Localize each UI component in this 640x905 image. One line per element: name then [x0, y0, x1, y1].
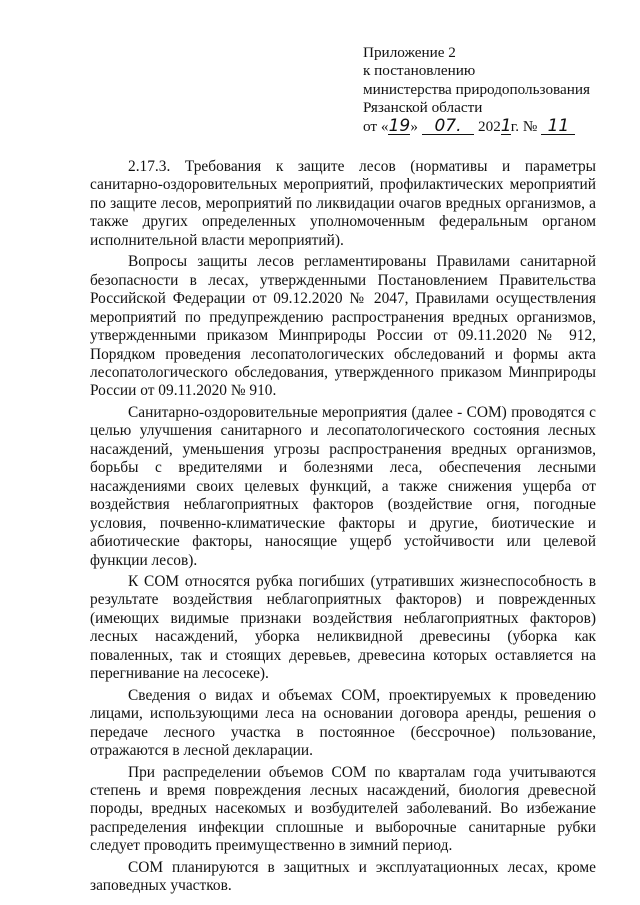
paragraph-som-types: К СОМ относятся рубка погибших (утративших жизнеспособность в результате воздействия неблагоприятных факторов) и поврежденных (имеющих видимые признаки воздействия неблагоприятных факторов) лесных насаждений, уборка неликвидной древесины (уборка как поваленных, так и стоящих деревьев, древесина которых оставляется на перегнивание на лесосеке). — [90, 572, 596, 683]
header-resolution: к постановлению — [363, 62, 476, 80]
document-number: 11 — [541, 118, 575, 135]
paragraph-som-purpose: Санитарно-оздоровительные мероприятия (далее - СОМ) проводятся с целью улучшения санитарного и лесопатологического состояния лесных насаждений, уменьшения угрозы распространения вредных организмов, борьбы с вредителями и болезнями леса, обеспечения лесными насаждениями своих целевых функций, а также снижения ущерба от воздействия неблагоприятных факторов (воздействие огня, погодные условия, почвенно-климатические факторы и другие, биотические и абиотические факторы, наносящие ущерб устойчивости или целевой функции лесов). — [90, 403, 596, 569]
date-year-prefix: 202 — [478, 117, 501, 135]
paragraph-som-declaration: Сведения о видах и объемах СОМ, проектируемых к проведению лицами, использующими леса на основании договора аренды, решения о передаче лесного участка в постоянное (бессрочное) пользование, отражаются в лесной декларации. — [90, 686, 596, 760]
paragraph-regulations: Вопросы защиты лесов регламентированы Правилами санитарной безопасности в лесах, утвержденными Постановлением Правительства Российской Федерации от 09.12.2020 № 2047, Правилами осуществления мероприятий по предупреждению распространения вредных организмов, утвержденными приказом Минприроды России от 09.11.2020 № 912, Порядком проведения лесопатологических обследований и формы акта лесопатологического обследования, утвержденного приказом Минприроды России от 09.11.2020 № 910. — [90, 253, 596, 400]
paragraph-som-planning: СОМ планируются в защитных и эксплуатационных лесах, кроме заповедных участков. — [90, 858, 596, 895]
paragraph-requirements: 2.17.3. Требования к защите лесов (нормативы и параметры санитарно-оздоровительных мероприятий, профилактических мероприятий по защите лесов, мероприятий по ликвидации очагов вредных организмов, а также других определенных уполномоченным федеральным органом исполнительной власти мероприятий). — [90, 158, 596, 249]
date-mid: » — [410, 117, 419, 135]
paragraph-som-distribution: При распределении объемов СОМ по кварталам года учитываются степень и время повреждения лесных насаждений, биология древесной породы, вредных насекомых и возбудителей заболеваний. Во избежание распределения инфекции сплошные и выборочные санитарные рубки следует проводить преимущественно в зимний период. — [90, 763, 596, 855]
date-month: 07. — [422, 118, 474, 135]
date-prefix: от « — [363, 117, 389, 135]
header-ministry: министерства природопользования — [363, 80, 590, 98]
date-day: 19 — [388, 115, 411, 136]
document-header — [363, 44, 623, 136]
header-region: Рязанской области — [363, 99, 483, 117]
header-date-number — [363, 115, 623, 136]
date-year-digit: 1 — [500, 115, 512, 136]
header-appendix: Приложение 2 — [363, 44, 456, 61]
date-suffix: г. № — [510, 117, 538, 135]
document-body — [90, 158, 596, 899]
